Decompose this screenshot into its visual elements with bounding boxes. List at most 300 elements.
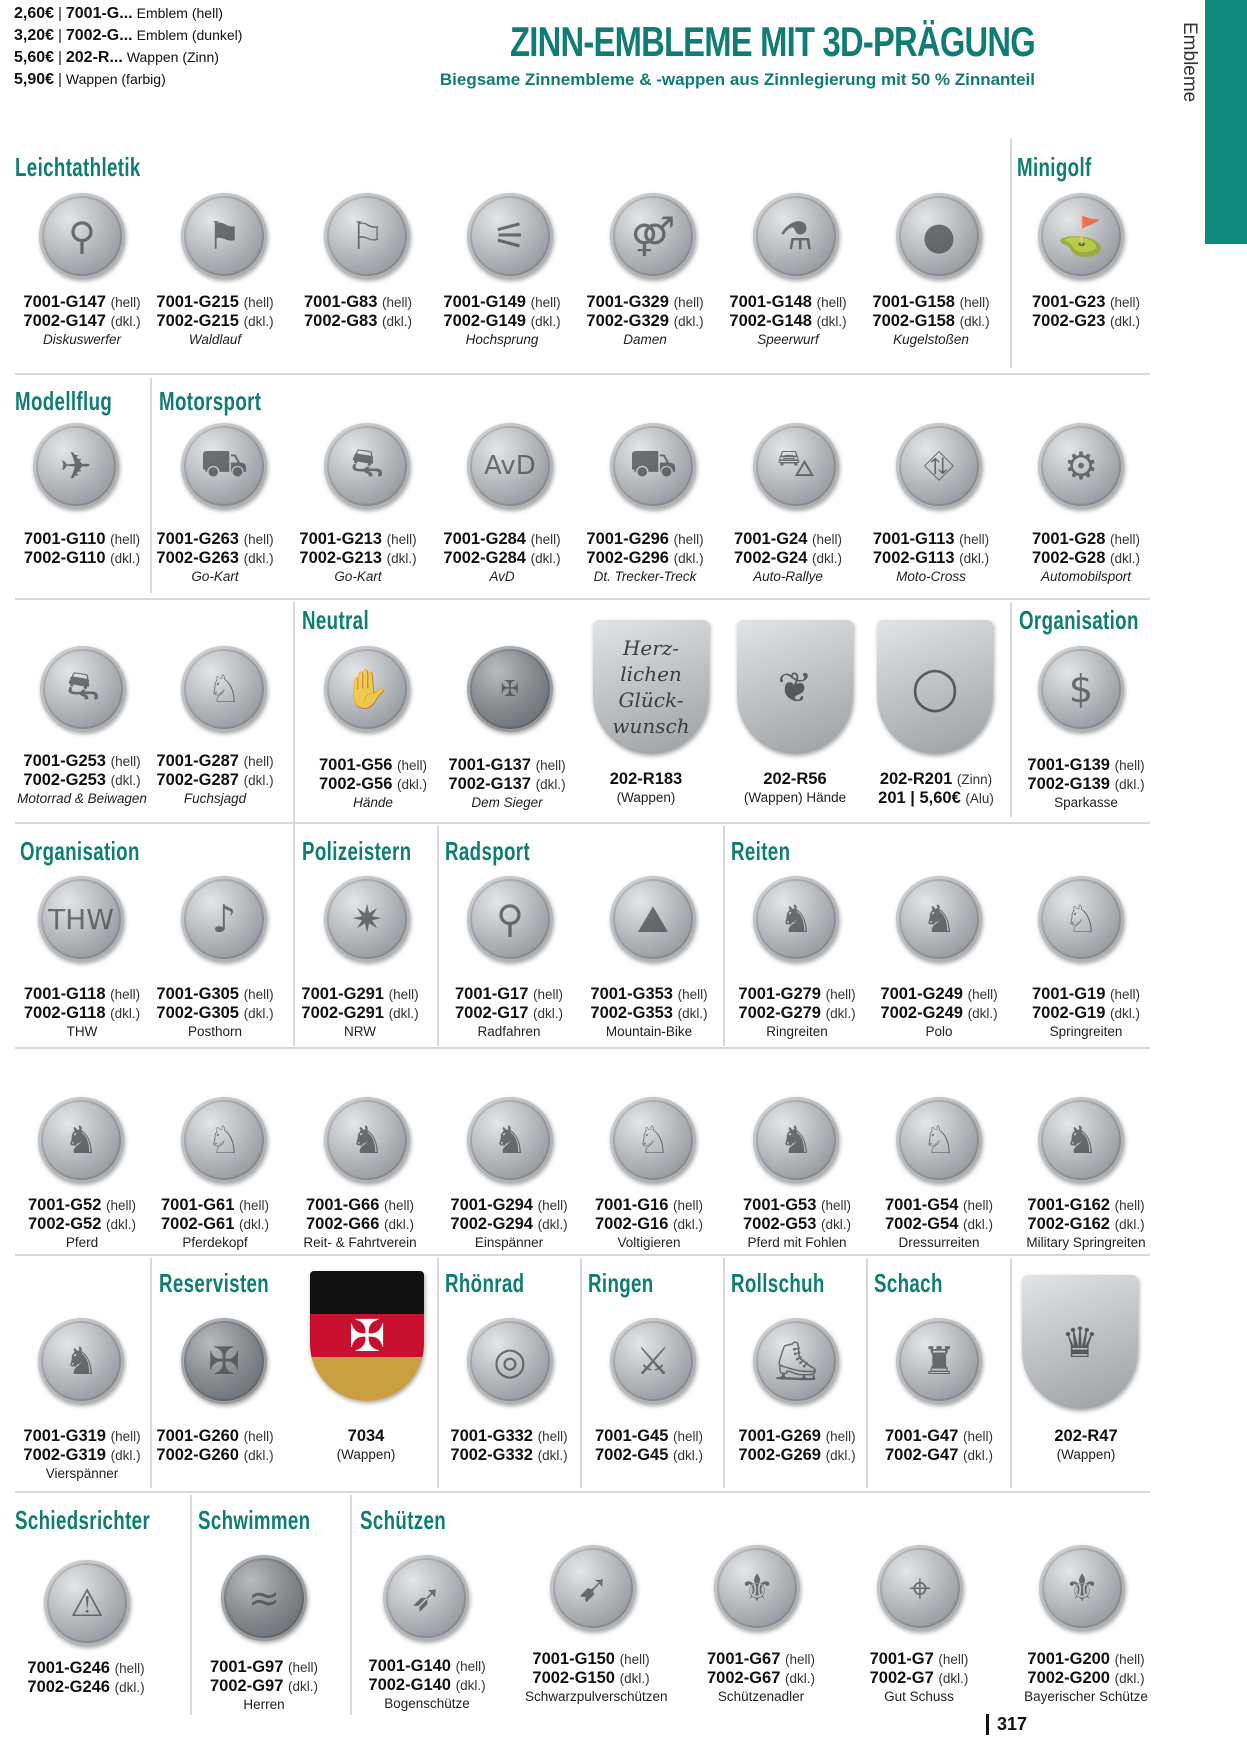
item-label: Ringreiten [766, 1024, 828, 1039]
item-code-dark: 7002-G269 (dkl.) [738, 1446, 856, 1464]
item-caption [722, 530, 854, 586]
item-caption [1020, 985, 1152, 1041]
item-code-dark: 7002-G118 (dkl.) [23, 1004, 141, 1022]
item-code-dark: 7002-G24 (dkl.) [734, 549, 842, 567]
item-code-hell: 7001-G353 (hell) [590, 985, 708, 1003]
item-label: Moto-Cross [896, 569, 966, 584]
emblem-wrestling: ⚔ [610, 1318, 696, 1404]
side-label: Embleme [1179, 22, 1200, 103]
divider [723, 1258, 725, 1488]
item-caption [441, 756, 573, 812]
emblem-sidecar: ⛐ [40, 646, 126, 732]
page-title: ZINN-EMBLEME MIT 3D-PRÄGUNG [510, 18, 1035, 65]
emblem-archer: ➶ [383, 1555, 469, 1641]
divider [15, 822, 1150, 824]
item-label: Go-Kart [191, 569, 239, 584]
item-caption [198, 1658, 330, 1714]
item-code-hell: 7001-G279 (hell) [738, 985, 856, 1003]
divider [15, 1047, 1150, 1049]
emblem-police-star: ✷ [324, 876, 410, 962]
divider [15, 1254, 1150, 1256]
item-label: Motorrad & Beiwagen [17, 791, 147, 806]
item-caption [1020, 756, 1152, 812]
emblem-gym-wheel: ◎ [467, 1318, 553, 1404]
item-label: Gut Schuss [884, 1689, 954, 1704]
item-code-hell: 7001-G110 (hell) [23, 530, 141, 548]
item-label: Kugelstoßen [893, 332, 969, 347]
item-caption [1020, 1427, 1152, 1464]
item-code-hell: 7001-G329 (hell) [586, 293, 704, 311]
item-caption [583, 1427, 715, 1465]
item-code-dark: 7002-G66 (dkl.) [306, 1215, 414, 1233]
item-code-dark: 7002-G67 (dkl.) [707, 1669, 815, 1687]
section-heading: Organisation [20, 836, 140, 866]
divider [437, 1258, 439, 1488]
item-caption [16, 293, 148, 349]
divider [190, 1495, 192, 1715]
item-caption [294, 985, 426, 1041]
item-code-hell: 7001-G246 (hell) [27, 1659, 145, 1677]
emblem-swimmer: ≈ [221, 1555, 307, 1641]
item-code-dark: 7002-G147 (dkl.) [23, 312, 141, 330]
item-caption [1020, 1650, 1152, 1706]
item-label: Damen [623, 332, 667, 347]
emblem-cyclist: ⚲ [467, 876, 553, 962]
item-code-dark: 7002-G263 (dkl.) [156, 549, 274, 567]
item-code-dark: 7002-G97 (dkl.) [210, 1677, 318, 1695]
price-line: 2,60€ | 7001-G... Emblem (hell) [14, 5, 223, 22]
item-code-hell: 7034 [347, 1427, 385, 1445]
item-code-hell: 7001-G7 (hell) [869, 1650, 969, 1668]
item-caption [731, 1196, 863, 1252]
item-caption [16, 530, 148, 568]
emblem-motocross: ⛗ [896, 423, 982, 509]
item-label: Schützenadler [717, 1689, 805, 1704]
item-code-hell: 7001-G118 (hell) [23, 985, 141, 1003]
item-code-dark: 7002-G47 (dkl.) [885, 1446, 993, 1464]
item-caption [865, 293, 997, 349]
item-code-hell: 7001-G53 (hell) [743, 1196, 851, 1214]
emblem-bavarian-shooter: ⚜ [1039, 1545, 1125, 1631]
item-label: Posthorn [187, 1024, 243, 1039]
item-label: THW [66, 1024, 98, 1039]
item-code-dark: 7002-G353 (dkl.) [590, 1004, 708, 1022]
item-label: Dem Sieger [471, 795, 543, 810]
emblem-riding-club: ♞ [324, 1097, 410, 1183]
item-caption [300, 1427, 432, 1464]
emblem-ring-riding: ♞ [753, 876, 839, 962]
section-heading: Reiten [731, 836, 791, 866]
divider [293, 602, 295, 1046]
item-code-dark: 7002-G246 (dkl.) [27, 1678, 145, 1696]
item-code-dark: 7002-G150 (dkl.) [532, 1669, 650, 1687]
item-label: Mountain-Bike [605, 1024, 693, 1039]
item-caption [583, 985, 715, 1041]
item-label: Herren [243, 1697, 285, 1712]
item-label: Voltigieren [617, 1235, 681, 1250]
item-code-dark: 7002-G329 (dkl.) [586, 312, 704, 330]
page-number: 317 [986, 1714, 1027, 1735]
item-code-dark: 7002-G200 (dkl.) [1027, 1669, 1145, 1687]
item-code-hell: 7001-G284 (hell) [443, 530, 561, 548]
item-caption [436, 530, 568, 586]
item-caption [436, 293, 568, 349]
item-code-dark: 201 | 5,60€ (Alu) [878, 789, 994, 807]
section-heading: Minigolf [1017, 152, 1092, 182]
emblem-reservists: ✠ [181, 1318, 267, 1404]
item-caption [579, 293, 711, 349]
emblem-military-jumping: ♞ [1038, 1097, 1124, 1183]
item-code-dark: 7002-G260 (dkl.) [156, 1446, 274, 1464]
section-heading: Rhönrad [445, 1268, 525, 1298]
item-code-hell: 7001-G149 (hell) [443, 293, 561, 311]
item-caption [729, 770, 861, 807]
item-code-hell: 7001-G137 (hell) [448, 756, 566, 774]
section-heading: Motorsport [159, 386, 262, 416]
item-label: Sparkasse [1054, 795, 1118, 810]
emblem-gut-schuss: ⌖ [877, 1545, 963, 1631]
item-code-dark: 7002-G149 (dkl.) [443, 312, 561, 330]
item-caption [149, 530, 281, 586]
shield-chess: ♛ [1022, 1275, 1138, 1409]
section-heading: Leichtathletik [15, 152, 141, 182]
emblem-rally-car: ⛍ [753, 423, 839, 509]
item-caption [583, 1196, 715, 1252]
item-code-dark: 7002-G61 (dkl.) [161, 1215, 269, 1233]
item-code-hell: 7001-G67 (hell) [707, 1650, 815, 1668]
item-code-hell: 7001-G296 (hell) [586, 530, 704, 548]
item-caption [149, 293, 281, 349]
item-code-hell: 7001-G17 (hell) [455, 985, 563, 1003]
item-caption [16, 1196, 148, 1252]
item-label: Diskuswerfer [42, 332, 121, 347]
divider [580, 1258, 582, 1488]
item-code-hell: 7001-G139 (hell) [1027, 756, 1145, 774]
emblem-tractor: ⛟ [610, 423, 696, 509]
item-code-hell: 7001-G28 (hell) [1032, 530, 1140, 548]
emblem-horse: ♞ [38, 1097, 124, 1183]
shield-handshake: ❦ [737, 620, 853, 754]
item-code-dark: 7002-G110 (dkl.) [23, 549, 141, 567]
item-caption [443, 1196, 575, 1252]
item-caption [580, 770, 712, 807]
item-label: Springreiten [1049, 1024, 1123, 1039]
emblem-motorsport: ⚙ [1038, 423, 1124, 509]
divider [723, 826, 725, 1046]
section-heading: Reservisten [159, 1268, 270, 1298]
item-label: Polo [925, 1024, 953, 1039]
item-label: Einspänner [474, 1235, 544, 1250]
divider [1010, 602, 1012, 817]
emblem-cross-country: ⚑ [181, 193, 267, 279]
side-tab [1205, 0, 1247, 244]
item-code-hell: 7001-G52 (hell) [28, 1196, 136, 1214]
item-caption [149, 1196, 281, 1252]
item-code-dark: 7002-G287 (dkl.) [156, 771, 274, 789]
item-caption [873, 1196, 1005, 1252]
item-caption [294, 1196, 426, 1252]
item-caption [695, 1650, 827, 1706]
emblem-polo: ♞ [896, 876, 982, 962]
section-heading: Ringen [588, 1268, 654, 1298]
item-label: Bayerischer Schütze [1024, 1689, 1148, 1704]
item-code-dark: 7002-G249 (dkl.) [880, 1004, 998, 1022]
item-code-dark: 7002-G215 (dkl.) [156, 312, 274, 330]
item-code-hell: 7001-G148 (hell) [729, 293, 847, 311]
item-label: Pferd mit Fohlen [747, 1235, 847, 1250]
item-code-dark: 7002-G28 (dkl.) [1032, 549, 1140, 567]
section-heading: Schwimmen [198, 1505, 311, 1535]
item-label: Radfahren [477, 1024, 541, 1039]
item-code-hell: 7001-G45 (hell) [595, 1427, 703, 1445]
item-caption [443, 985, 575, 1041]
item-code-hell: 7001-G56 (hell) [319, 756, 427, 774]
emblem-go-kart-driver: ⛐ [324, 423, 410, 509]
divider [866, 1258, 868, 1488]
item-code-dark: 7002-G83 (dkl.) [304, 312, 412, 330]
emblem-model-plane: ✈ [33, 423, 119, 509]
section-heading: Schiedsrichter [15, 1505, 151, 1535]
item-label: Dressurreiten [898, 1235, 980, 1250]
item-label: Pferdekopf [182, 1235, 248, 1250]
emblem-horse-head: ♘ [181, 1097, 267, 1183]
section-heading: Rollschuh [731, 1268, 825, 1298]
item-label: (Wappen) [1056, 1447, 1116, 1462]
item-caption [20, 1659, 152, 1697]
shield-congratulations: Herz-lichen Glück-wunsch [593, 620, 709, 754]
emblem-avd: AvD [467, 423, 553, 509]
emblem-high-jump: ⚟ [467, 193, 553, 279]
item-caption [16, 1427, 148, 1483]
item-code-dark: 7002-G148 (dkl.) [729, 312, 847, 330]
emblem-posthorn: ♪ [181, 876, 267, 962]
item-code-hell: 7001-G140 (hell) [368, 1657, 486, 1675]
item-caption [1020, 530, 1152, 586]
item-code-hell: 7001-G291 (hell) [301, 985, 419, 1003]
divider [350, 1495, 352, 1715]
item-code-hell: 202-R201 (Zinn) [879, 770, 993, 788]
emblem-shot-put: ● [896, 193, 982, 279]
item-code-dark: 7002-G319 (dkl.) [23, 1446, 141, 1464]
item-caption [307, 756, 439, 812]
divider [437, 826, 439, 1046]
item-label: Hände [353, 795, 393, 810]
emblem-shooting-eagle: ⚜ [714, 1545, 800, 1631]
item-code-dark: 7002-G279 (dkl.) [738, 1004, 856, 1022]
price-line: 3,20€ | 7002-G... Emblem (dunkel) [14, 27, 243, 44]
item-code-hell: 7001-G147 (hell) [23, 293, 141, 311]
item-code-hell: 7001-G97 (hell) [210, 1658, 318, 1676]
emblem-mountain-bike: ⛰ [610, 876, 696, 962]
item-label: Fuchsjagd [183, 791, 247, 806]
page-subtitle: Biegsame Zinnembleme & -wappen aus Zinnlegierung mit 50 % Zinnanteil [439, 70, 1035, 89]
item-code-dark: 7002-G332 (dkl.) [450, 1446, 568, 1464]
item-label: Military Springreiten [1026, 1235, 1146, 1250]
section-heading: Organisation [1019, 605, 1139, 635]
emblem-fox-hunt: ♘ [181, 646, 267, 732]
divider [15, 373, 1150, 375]
item-label: Schwarzpulverschützen [525, 1689, 668, 1704]
item-code-dark: 7002-G294 (dkl.) [450, 1215, 568, 1233]
item-label: Pferd [65, 1235, 99, 1250]
item-label: Speerwurf [757, 332, 819, 347]
item-code-hell: 7001-G305 (hell) [156, 985, 274, 1003]
item-code-dark: 7002-G162 (dkl.) [1027, 1215, 1145, 1233]
item-code-dark: 7002-G213 (dkl.) [299, 549, 417, 567]
item-code-hell: 7001-G19 (hell) [1032, 985, 1140, 1003]
price-line: 5,60€ | 202-R... Wappen (Zinn) [14, 49, 219, 66]
shield-wreath-blank: ◯ [877, 620, 993, 754]
item-code-hell: 7001-G269 (hell) [738, 1427, 856, 1445]
item-caption [853, 1650, 985, 1706]
item-caption [731, 1427, 863, 1465]
item-caption [1020, 293, 1152, 331]
section-heading: Radsport [445, 836, 531, 866]
item-code-dark: 7002-G54 (dkl.) [885, 1215, 993, 1233]
item-caption [149, 985, 281, 1041]
divider [1010, 138, 1012, 368]
item-caption [16, 752, 148, 808]
item-code-dark: 7002-G56 (dkl.) [319, 775, 427, 793]
item-caption [443, 1427, 575, 1465]
item-code-hell: 7001-G162 (hell) [1027, 1196, 1145, 1214]
item-code-dark: 7002-G305 (dkl.) [156, 1004, 274, 1022]
section-heading: Neutral [302, 605, 370, 635]
section-heading: Schützen [360, 1505, 447, 1535]
item-code-hell: 7001-G213 (hell) [299, 530, 417, 548]
item-caption [525, 1650, 668, 1706]
emblem-one-horse-carriage: ♞ [467, 1097, 553, 1183]
price-line: 5,90€ | Wappen (farbig) [14, 71, 166, 88]
item-code-dark: 7002-G284 (dkl.) [443, 549, 561, 567]
emblem-minigolf: ⛳ [1038, 193, 1124, 279]
emblem-chess: ♜ [896, 1318, 982, 1404]
emblem-discus-thrower: ⚲ [39, 193, 125, 279]
item-caption [361, 1657, 493, 1713]
item-code-hell: 7001-G249 (hell) [880, 985, 998, 1003]
item-caption [731, 985, 863, 1041]
item-code-hell: 7001-G319 (hell) [23, 1427, 141, 1445]
emblem-runner: ⚐ [324, 193, 410, 279]
item-caption [292, 530, 424, 586]
item-code-hell: 7001-G263 (hell) [156, 530, 274, 548]
item-code-dark: 7002-G296 (dkl.) [586, 549, 704, 567]
item-code-hell: 202-R56 [763, 770, 827, 788]
item-code-hell: 7001-G23 (hell) [1032, 293, 1140, 311]
emblem-javelin: ⚗ [753, 193, 839, 279]
item-label: Waldlauf [188, 332, 242, 347]
item-code-dark: 7002-G140 (dkl.) [368, 1676, 486, 1694]
item-code-hell: 7001-G24 (hell) [734, 530, 842, 548]
item-caption [16, 985, 148, 1041]
item-code-hell: 7001-G47 (hell) [885, 1427, 993, 1445]
item-label: Go-Kart [334, 569, 382, 584]
item-label: Vierspänner [45, 1466, 119, 1481]
item-code-hell: 7001-G253 (hell) [23, 752, 141, 770]
item-code-dark: 7002-G113 (dkl.) [872, 549, 990, 567]
item-code-hell: 7001-G158 (hell) [872, 293, 990, 311]
emblem-mare-foal: ♞ [753, 1097, 839, 1183]
emblem-thw: THW [38, 876, 124, 962]
emblem-referee-whistle: ⚠ [44, 1560, 130, 1646]
item-code-hell: 202-R47 [1054, 1427, 1118, 1445]
item-label: AvD [489, 569, 515, 584]
item-code-hell: 202-R183 [609, 770, 683, 788]
item-label: (Wappen) [616, 790, 676, 805]
item-code-dark: 7002-G139 (dkl.) [1027, 775, 1145, 793]
item-caption [865, 530, 997, 586]
emblem-vaulting: ♘ [610, 1097, 696, 1183]
item-label: Bogenschütze [384, 1696, 470, 1711]
emblem-dem-sieger: ✠ [467, 646, 553, 732]
item-label: Hochsprung [465, 332, 539, 347]
item-caption [292, 293, 424, 331]
item-code-dark: 7002-G137 (dkl.) [448, 775, 566, 793]
item-code-hell: 7001-G215 (hell) [156, 293, 274, 311]
emblem-handshake: ✋ [324, 646, 410, 732]
item-code-dark: 7002-G19 (dkl.) [1032, 1004, 1140, 1022]
section-heading: Polizeistern [302, 836, 412, 866]
item-code-hell: 7001-G150 (hell) [532, 1650, 650, 1668]
item-label: Reit- & Fahrtverein [303, 1235, 417, 1250]
emblem-four-horse-carriage: ♞ [38, 1318, 124, 1404]
shield-german-flag-cross: ✠ [310, 1271, 424, 1401]
divider [15, 1491, 1150, 1493]
item-label: NRW [344, 1024, 376, 1039]
emblem-sparkasse: $ [1038, 646, 1124, 732]
item-code-dark: 7002-G7 (dkl.) [869, 1669, 969, 1687]
item-code-hell: 7001-G287 (hell) [156, 752, 274, 770]
item-code-hell: 7001-G113 (hell) [872, 530, 990, 548]
item-label: Dt. Trecker-Treck [593, 569, 697, 584]
emblem-go-kart: ⛟ [181, 423, 267, 509]
item-code-hell: 7001-G294 (hell) [450, 1196, 568, 1214]
item-label: Auto-Rallye [753, 569, 823, 584]
item-caption [870, 770, 1002, 808]
item-code-hell: 7001-G16 (hell) [595, 1196, 703, 1214]
item-code-dark: 7002-G23 (dkl.) [1032, 312, 1140, 330]
item-caption [873, 1427, 1005, 1465]
item-code-dark: 7002-G291 (dkl.) [301, 1004, 419, 1022]
item-code-hell: 7001-G260 (hell) [156, 1427, 274, 1445]
emblem-show-jumping: ♘ [1038, 876, 1124, 962]
item-code-dark: 7002-G52 (dkl.) [28, 1215, 136, 1233]
section-heading: Modellflug [15, 386, 113, 416]
emblem-black-powder: ➹ [550, 1545, 636, 1631]
item-code-hell: 7001-G83 (hell) [304, 293, 412, 311]
item-code-dark: 7002-G53 (dkl.) [743, 1215, 851, 1233]
item-code-hell: 7001-G200 (hell) [1027, 1650, 1145, 1668]
item-code-dark: 7002-G17 (dkl.) [455, 1004, 563, 1022]
item-caption [1020, 1196, 1152, 1252]
item-code-hell: 7001-G54 (hell) [885, 1196, 993, 1214]
emblem-roller-skating: ⛸ [753, 1318, 839, 1404]
item-caption [149, 752, 281, 808]
item-code-hell: 7001-G61 (hell) [161, 1196, 269, 1214]
item-code-dark: 7002-G253 (dkl.) [23, 771, 141, 789]
item-code-dark: 7002-G16 (dkl.) [595, 1215, 703, 1233]
divider [1010, 1258, 1012, 1488]
item-code-hell: 7001-G332 (hell) [450, 1427, 568, 1445]
item-label: (Wappen) [336, 1447, 396, 1462]
item-label: Automobilsport [1040, 569, 1132, 584]
item-caption [873, 985, 1005, 1041]
item-code-dark: 7002-G45 (dkl.) [595, 1446, 703, 1464]
item-label: (Wappen) Hände [743, 790, 847, 805]
item-code-dark: 7002-G158 (dkl.) [872, 312, 990, 330]
item-caption [579, 530, 711, 586]
emblem-women-runners: ⚤ [610, 193, 696, 279]
